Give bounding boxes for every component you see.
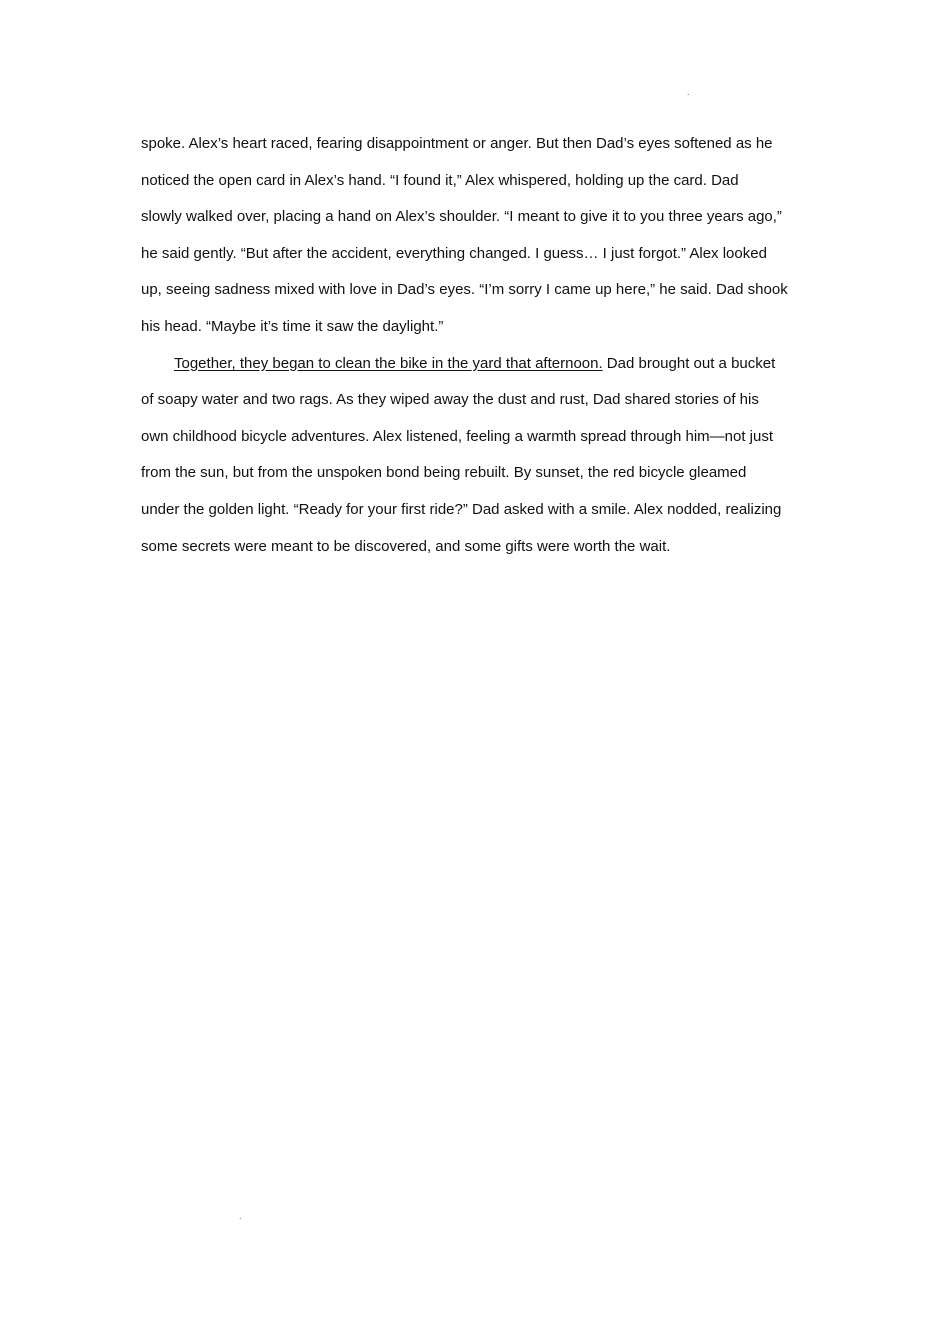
text-line: some secrets were meant to be discovered, and some gifts were worth the wait. xyxy=(141,537,671,555)
body-text xyxy=(141,126,801,565)
text-line: own childhood bicycle adventures. Alex listened, feeling a warmth spread through him—not just xyxy=(141,427,774,445)
paragraph-1 xyxy=(141,126,801,346)
text-line: his head. “Maybe it’s time it saw the daylight.” xyxy=(141,317,444,335)
text-line: spoke. Alex’s heart raced, fearing disappointment or anger. But then Dad’s eyes softened as he xyxy=(141,135,773,152)
text-line: under the golden light. “Ready for your first ride?” Dad asked with a smile. Alex nodded, realizing xyxy=(141,500,782,518)
text-line-first xyxy=(141,346,801,383)
header-mark: . xyxy=(687,87,690,97)
text-line: from the sun, but from the unspoken bond being rebuilt. By sunset, the red bicycle gleamed xyxy=(141,464,747,482)
text-line: up, seeing sadness mixed with love in Dad’s eyes. “I’m sorry I came up here,” he said. Dad shook xyxy=(141,281,788,299)
paragraph-2 xyxy=(141,346,801,566)
first-line-rest: Dad brought out a bucket xyxy=(602,354,776,372)
text-line: noticed the open card in Alex’s hand. “I found it,” Alex whispered, holding up the card. Dad xyxy=(141,171,739,189)
text-line: slowly walked over, placing a hand on Alex’s shoulder. “I meant to give it to you three years ago,” xyxy=(141,208,782,226)
footer-mark: . xyxy=(239,1211,242,1221)
underlined-sentence: Together, they began to clean the bike in the yard that afternoon. xyxy=(174,354,603,372)
text-line: of soapy water and two rags. As they wiped away the dust and rust, Dad shared stories of his xyxy=(141,391,759,409)
text-line: he said gently. “But after the accident, everything changed. I guess… I just forgot.” Alex looked xyxy=(141,244,767,262)
